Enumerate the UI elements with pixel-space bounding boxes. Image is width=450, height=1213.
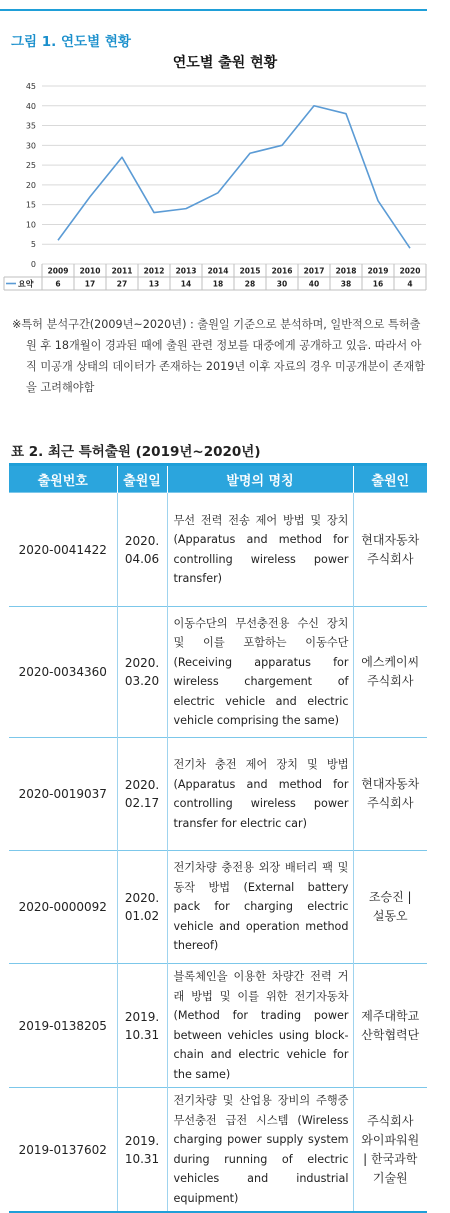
date-day: 02.17 <box>124 796 160 810</box>
applicant <box>353 738 427 851</box>
data-label: 14 <box>180 279 192 289</box>
applicant-line: | 한국과학 <box>363 1151 418 1166</box>
data-label: 30 <box>276 279 288 289</box>
x-tick-label: 2015 <box>239 266 261 276</box>
application-number: 2020-0019037 <box>9 738 117 851</box>
data-label: 17 <box>84 279 96 289</box>
y-tick-label: 25 <box>25 161 36 171</box>
analysis-note <box>12 314 430 398</box>
series-line <box>58 106 410 248</box>
note-text: ※특허 분석구간(2009년~2020년) : 출원일 기준으로 분석하며, 일반적으로 특허출원 후 18개월이 경과된 때에 출원 관련 정보를 대중에게 공개하고 있음. 따라서 아직 미공개 상태의 데이터가 존재하는 2019년 이후 자료의 경우 미공개분이 존재함을 고려해야함 <box>12 318 426 394</box>
y-tick-label: 45 <box>25 82 36 91</box>
date-day: 01.02 <box>124 909 160 923</box>
applicant-line: 현대자동차 <box>361 532 420 547</box>
x-tick-label: 2013 <box>175 266 197 276</box>
table-row <box>9 738 427 851</box>
invention-title: 이동수단의 무선충전용 수신 장치 및 이를 포함하는 이동수단 (Receiving apparatus for wireless chargement of electric vehicle and electric vehicle comprising the same) <box>167 607 353 738</box>
date-year: 2020. <box>124 656 160 670</box>
x-tick-label: 2014 <box>207 266 229 276</box>
application-number: 2020-0000092 <box>9 851 117 964</box>
figure-caption: 그림 1. 연도별 현황 <box>11 34 131 50</box>
application-number: 2019-0137602 <box>9 1088 117 1213</box>
table-row <box>9 851 427 964</box>
data-label: 13 <box>148 279 160 289</box>
chart-title: 연도별 출원 현황 <box>172 55 278 71</box>
applicant <box>353 607 427 738</box>
line-chart <box>0 75 430 300</box>
patent-table <box>9 463 427 1213</box>
x-tick-label: 2018 <box>335 266 357 276</box>
applicant-line: 산학협력단 <box>361 1027 420 1042</box>
date-year: 2020. <box>124 778 160 792</box>
x-tick-label: 2016 <box>271 266 293 276</box>
table-row <box>9 964 427 1088</box>
applicant-line: 조승진 | <box>368 890 412 904</box>
date-year: 2020. <box>124 891 160 905</box>
applicant <box>353 493 427 607</box>
invention-title: 무선 전력 전송 제어 방법 및 장치 (Apparatus and method for controlling wireless power transfer) <box>167 493 353 607</box>
date-day: 10.31 <box>124 1027 160 1042</box>
x-tick-label: 2010 <box>79 266 101 276</box>
x-tick-label: 2019 <box>367 266 389 276</box>
y-tick-label: 0 <box>30 260 36 269</box>
header-application-number: 출원번호 <box>9 465 117 493</box>
applicant-line: 주식회사 <box>367 1113 414 1128</box>
date-day: 03.20 <box>124 674 160 688</box>
invention-title: 블록체인을 이용한 차량간 전력 거래 방법 및 이를 위한 전기자동차 (Method for trading power between vehicles using block-chain and electric vehicle for the same) <box>167 964 353 1088</box>
applicant-line: 주식회사 <box>367 551 414 566</box>
table-row <box>9 493 427 607</box>
application-date <box>117 1088 167 1213</box>
data-label: 28 <box>244 279 256 289</box>
applicant-line: 기술원 <box>372 1170 408 1185</box>
date-day: 10.31 <box>124 1151 160 1166</box>
x-tick-label: 2020 <box>399 266 421 276</box>
invention-title: 전기차량 및 산업용 장비의 주행중 무선충전 급전 시스템 (Wireless charging power supply system during running of electric vehicles and industrial equipment) <box>167 1088 353 1213</box>
table-row <box>9 1088 427 1213</box>
applicant-line: 주식회사 <box>367 674 414 688</box>
application-number: 2020-0034360 <box>9 607 117 738</box>
data-label: 27 <box>116 279 128 289</box>
x-tick-label: 2017 <box>303 266 325 276</box>
application-date <box>117 493 167 607</box>
y-tick-label: 20 <box>25 180 36 190</box>
header-invention-title: 발명의 명칭 <box>167 465 353 493</box>
applicant <box>353 851 427 964</box>
applicant-line: 제주대학교 <box>361 1008 420 1023</box>
top-rule <box>0 9 427 11</box>
legend-label: 요약 <box>18 279 34 289</box>
application-date <box>117 964 167 1088</box>
table-header-row <box>9 465 427 493</box>
date-year: 2020. <box>124 533 160 548</box>
data-label: 40 <box>308 279 320 289</box>
header-application-date: 출원일 <box>117 465 167 493</box>
date-day: 04.06 <box>124 551 160 566</box>
y-tick-label: 10 <box>25 220 36 230</box>
applicant-line: 현대자동차 <box>361 777 420 791</box>
applicant-line: 와이파워원 <box>361 1132 420 1147</box>
date-year: 2019. <box>124 1009 160 1024</box>
application-date <box>117 851 167 964</box>
x-tick-label: 2011 <box>111 266 133 276</box>
data-label: 16 <box>372 279 384 289</box>
application-date <box>117 738 167 851</box>
data-label: 38 <box>340 279 352 289</box>
data-label: 6 <box>55 279 61 289</box>
y-tick-label: 30 <box>25 141 36 151</box>
applicant-line: 설동오 <box>372 909 408 923</box>
header-applicant: 출원인 <box>353 465 427 493</box>
invention-title: 전기차 충전 제어 장치 및 방법 (Apparatus and method for controlling wireless power transfer for electric car) <box>167 738 353 851</box>
application-date <box>117 607 167 738</box>
applicant-line: 주식회사 <box>367 796 414 810</box>
date-year: 2019. <box>124 1133 160 1148</box>
applicant <box>353 1088 427 1213</box>
applicant <box>353 964 427 1088</box>
x-tick-label: 2012 <box>143 266 165 276</box>
y-tick-label: 15 <box>25 200 36 210</box>
y-tick-label: 5 <box>30 240 36 250</box>
x-tick-label: 2009 <box>47 266 69 276</box>
application-number: 2019-0138205 <box>9 964 117 1088</box>
invention-title: 전기차량 충전용 외장 배터리 팩 및 동작 방법 (External battery pack for charging electric vehicle and operation method thereof) <box>167 851 353 964</box>
y-tick-label: 40 <box>25 101 36 111</box>
table-caption: 표 2. 최근 특허출원 (2019년~2020년) <box>11 444 261 460</box>
data-label: 4 <box>407 279 413 289</box>
table-row <box>9 607 427 738</box>
data-label: 18 <box>212 279 224 289</box>
applicant-line: 에스케이씨 <box>361 655 420 669</box>
y-tick-label: 35 <box>25 121 36 131</box>
application-number: 2020-0041422 <box>9 493 117 607</box>
